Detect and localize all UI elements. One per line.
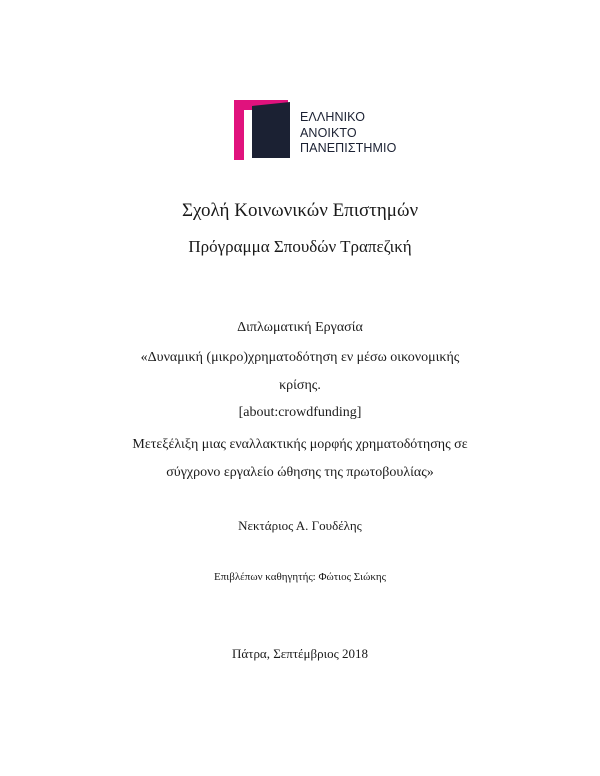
author-name: Νεκτάριος Α. Γουδέλης [238,518,362,533]
logo-line-3: ΠΑΝΕΠΙΣΤΗΜΙΟ [300,141,397,155]
logo-emblem-icon [232,98,298,164]
thesis-title-line-3: [about:crowdfunding] [238,405,362,420]
university-logo [232,98,412,164]
thesis-type: Διπλωματική Εργασία [237,320,363,335]
thesis-title-line-2: κρίσης. [279,378,321,393]
thesis-title-line-4: Μετεξέλιξη μιας εναλλακτικής μορφής χρηματοδότησης σε [132,437,468,452]
thesis-title-line-5: σύγχρονο εργαλείο ώθησης της πρωτοβουλίας» [166,465,434,480]
school-name: Σχολή Κοινωνικών Επιστημών [181,200,419,221]
logo-line-2: ΑΝΟΙΚΤΟ [300,125,357,140]
logo-wordmark [300,110,396,157]
program-name: Πρόγραμμα Σπουδών Τραπεζική [188,237,412,256]
supervisor: Επιβλέπων καθηγητής: Φώτιος Σιώκης [214,571,386,583]
thesis-title-line-1: «Δυναμική (μικρο)χρηματοδότηση εν μέσω οικονομικής [140,350,460,365]
place-date: Πάτρα, Σεπτέμβριος 2018 [232,646,368,661]
logo-line-1: ΕΛΛΗΝΙΚΟ [300,110,366,124]
